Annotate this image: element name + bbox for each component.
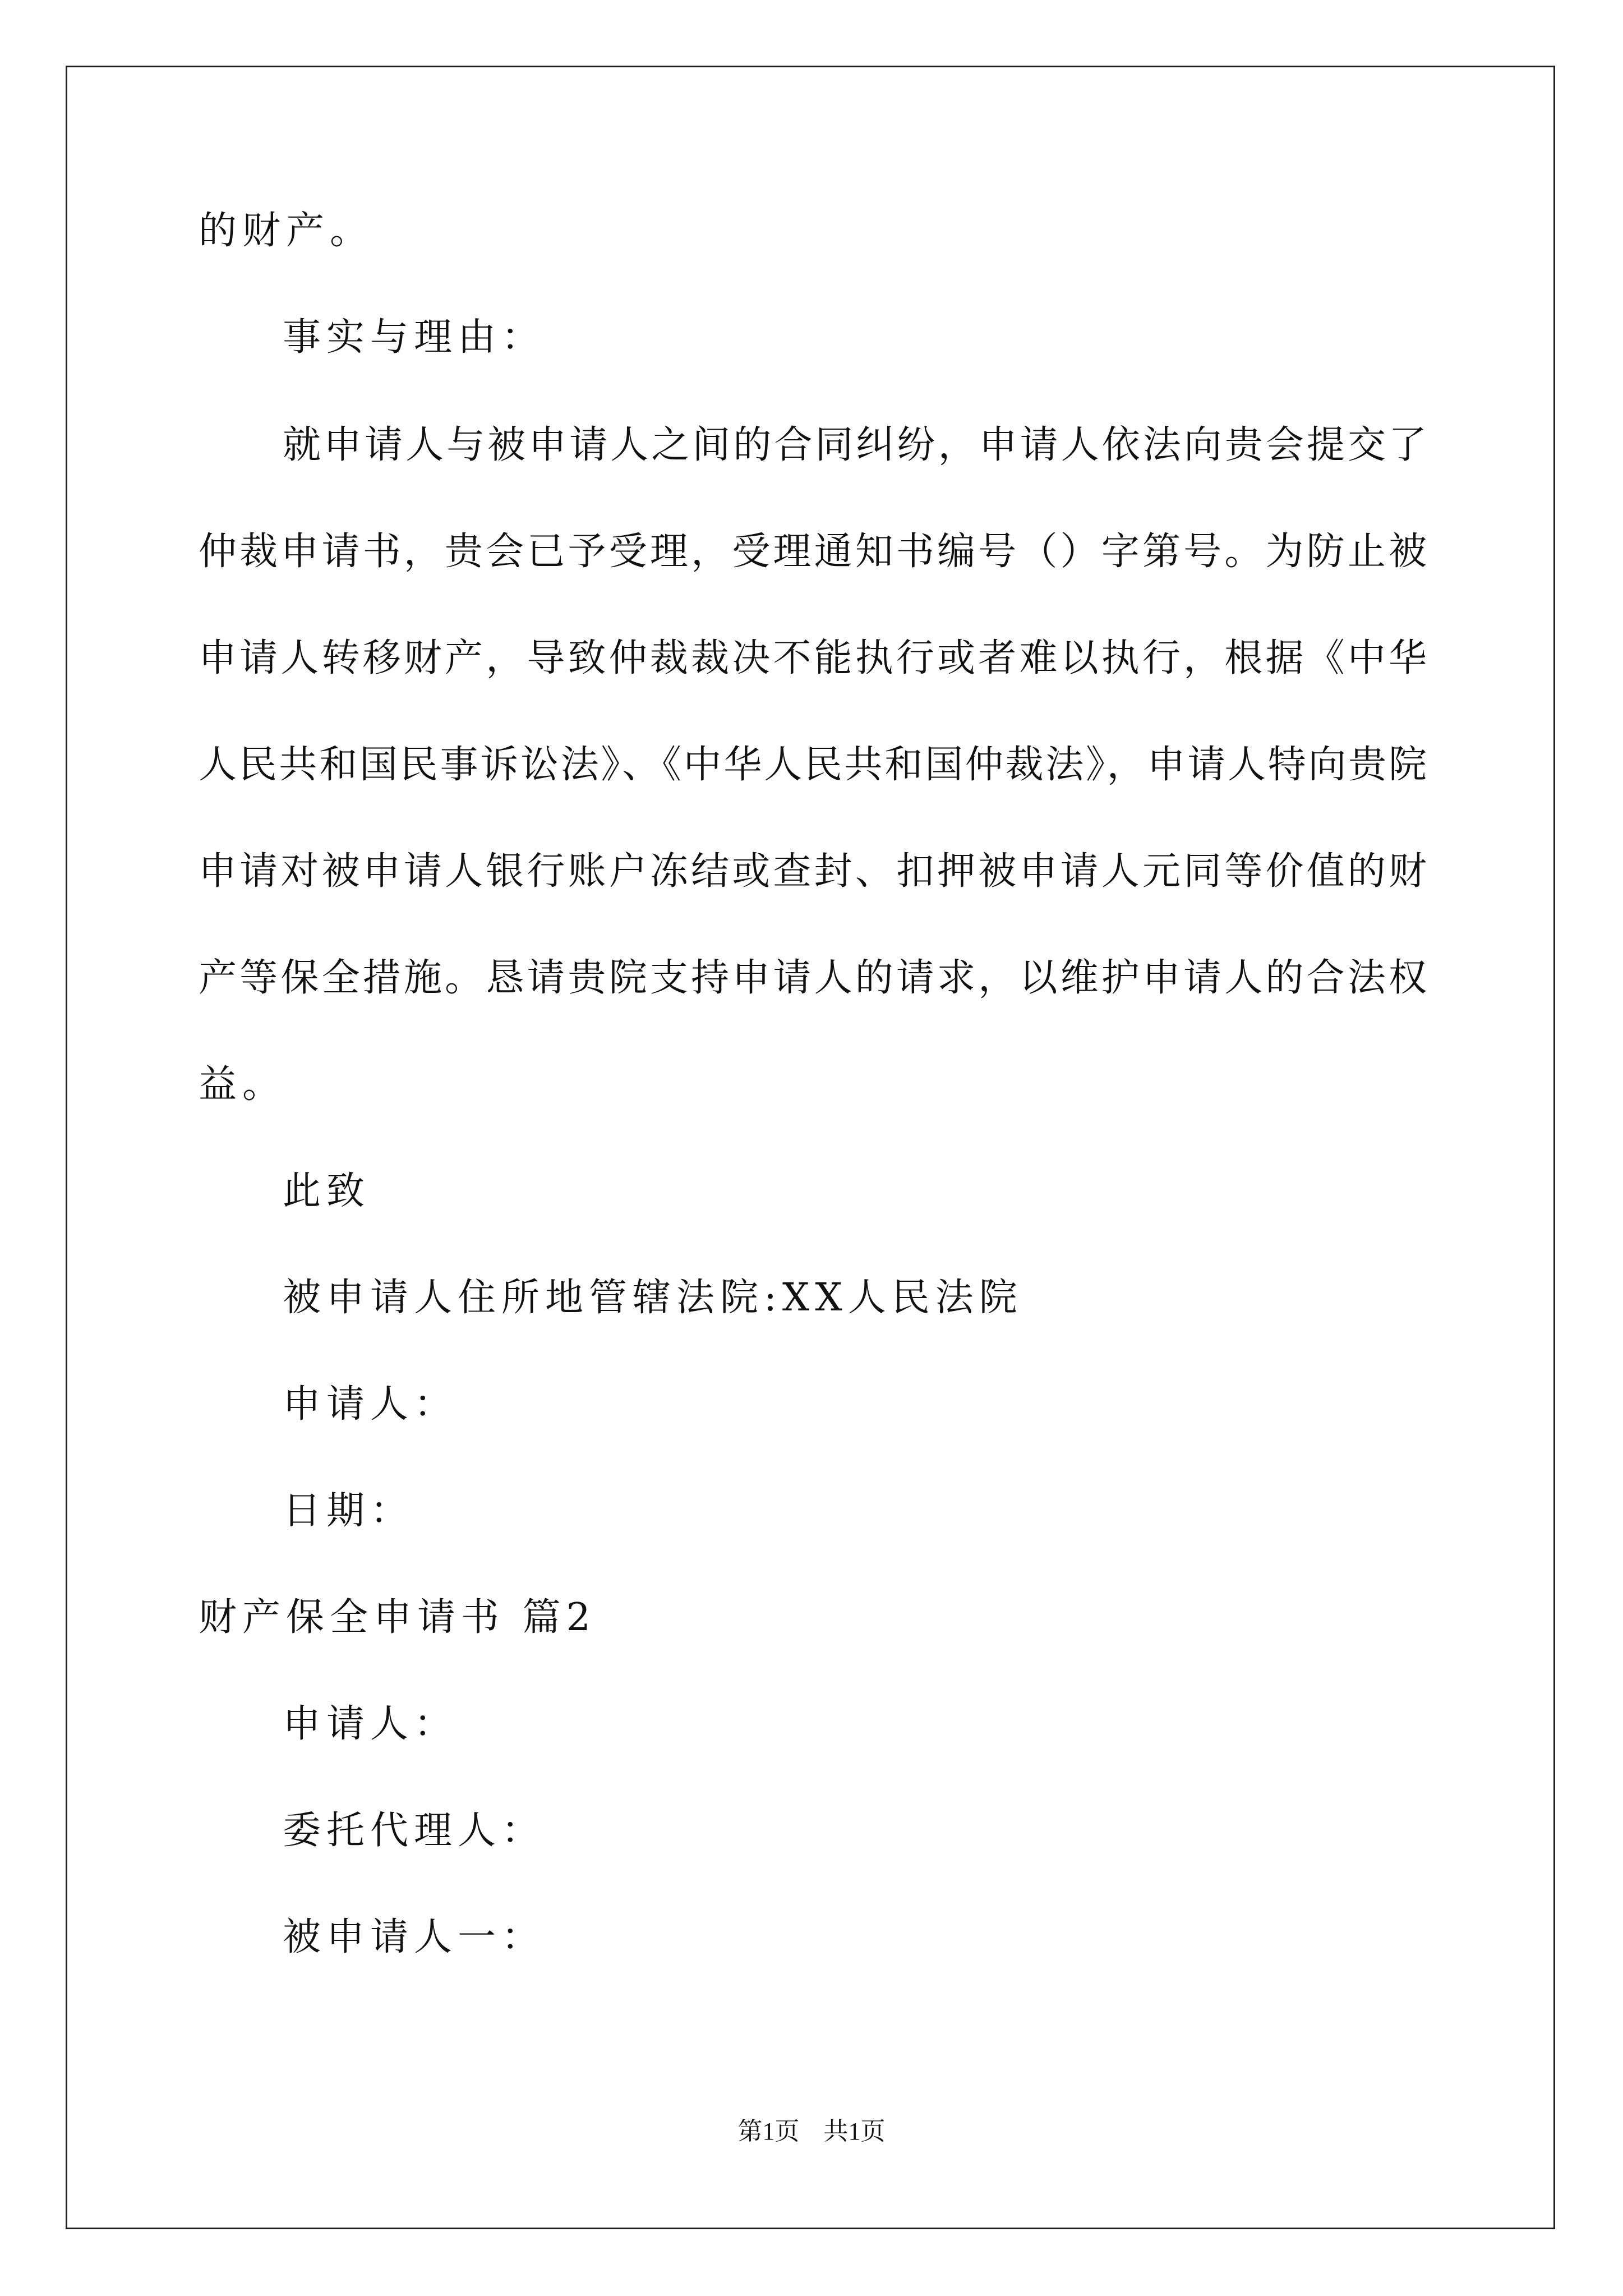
section-title: 财产保全申请书 篇2 [199, 1595, 596, 1640]
date-field: 日期： [283, 1489, 414, 1533]
applicant-field: 申请人： [283, 1382, 458, 1427]
page-footer [0, 2115, 1623, 2148]
text-line: 产等保全措施。恳请贵院支持申请人的请求，以维护申请人的合法权 [199, 956, 1427, 1000]
text-line: 就申请人与被申请人之间的合同纠纷，申请人依法向贵会提交了 [283, 423, 1427, 467]
page-number: 第1页 [737, 2118, 800, 2145]
page-border [66, 66, 1555, 2229]
text-line: 仲裁申请书，贵会已予受理，受理通知书编号（）字第号。为防止被 [199, 530, 1427, 574]
respondent-field: 被申请人一： [283, 1915, 546, 1959]
text-line: 人民共和国民事诉讼法》、《中华人民共和国仲裁法》，申请人特向贵院 [199, 743, 1427, 787]
section-heading-facts: 事实与理由： [283, 315, 546, 360]
text-line: 益。 [199, 1062, 287, 1107]
text-line: 申请对被申请人银行账户冻结或查封、扣押被申请人元同等价值的财 [199, 849, 1427, 894]
applicant-field: 申请人： [283, 1702, 458, 1746]
text-line: 申请人转移财产，导致仲裁裁决不能执行或者难以执行，根据《中华 [199, 636, 1427, 680]
text-line: 的财产。 [199, 209, 374, 253]
page-total: 共1页 [823, 2118, 886, 2145]
salutation: 此致 [283, 1169, 371, 1213]
court-recipient: 被申请人住所地管辖法院:XX人民法院 [283, 1276, 1023, 1320]
agent-field: 委托代理人： [283, 1809, 546, 1853]
